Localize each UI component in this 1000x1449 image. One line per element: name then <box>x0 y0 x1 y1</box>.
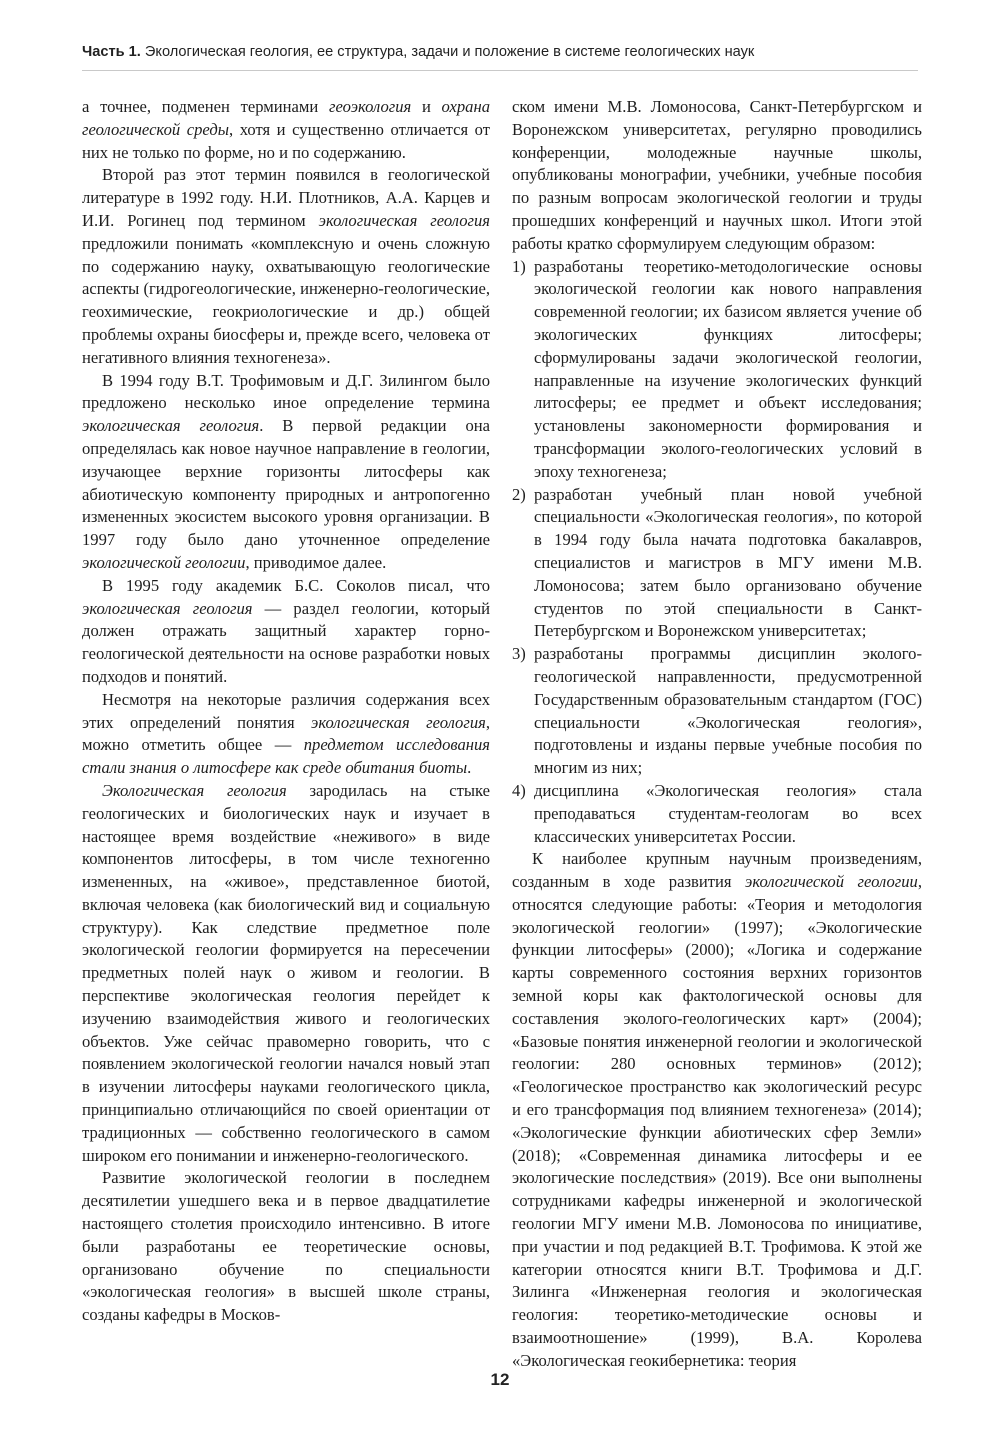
italic-term: геоэкология <box>329 97 412 116</box>
text-run: Несмотря на некоторые различия содержания всех этих определений понятия <box>82 689 490 732</box>
list-item <box>512 484 922 644</box>
running-header <box>82 44 918 71</box>
text-run: Развитие экологической геологии в последнем десятилетии ушедшего века и в первое двадцатилетие настоящего столетия происходило интенсивно. В итоге были разработаны ее теоретические основы, организовано обучение по специальности «экологическая геология» в высшей школе страны, созданы кафедры в Москов- <box>82 1168 490 1325</box>
left-column <box>82 96 490 1327</box>
list-number: 4) <box>512 780 526 800</box>
list-number: 1) <box>512 256 526 276</box>
list-number: 2) <box>512 484 526 504</box>
italic-term: экологической геологии <box>745 872 918 892</box>
text-run: — раздел геологии, который должен отражать защитный характер горно-геологической деятельности на основе разработки новых подходов и понятий. <box>82 598 490 686</box>
right-column <box>512 96 922 1373</box>
paragraph <box>82 370 490 575</box>
paragraph <box>82 96 490 164</box>
text-run: В 1995 году академик Б.С. Соколов писал, что <box>102 575 490 595</box>
header-part: Часть 1. <box>82 44 141 60</box>
list-item <box>512 643 922 780</box>
text-run: , можно отметить общее — <box>82 712 490 755</box>
list-text: разработаны теоретико-методологические основы экологической геологии как нового направления современной геологии; их базисом является учение об экологических функциях литосферы; сформулированы задачи экологической геологии, направленные на изучение экологических функций литосферы; ее предмет и объект исследования; установлены закономерности формирования и трансформации эколого-геологических условий в эпоху техногенеза; <box>534 256 922 481</box>
text-run: , приводимое далее. <box>245 552 387 572</box>
text-run: а точнее, подменен терминами <box>82 97 329 116</box>
text-run: предложили понимать «комплексную и очень сложную по содержанию науку, охватывающую геологические аспекты (гидрогеологические, инженерно-геологические, геохимические, геокриологические и др.) общей проблемы охраны биосферы и, прежде всего, человека от негативного влияния техногенеза». <box>82 233 490 367</box>
italic-term: предметом исследования стали знания о литосфере как среде обитания биоты <box>82 735 491 778</box>
italic-term: Экологическая геология <box>102 780 287 800</box>
text-run: . <box>467 758 472 778</box>
text-run: и <box>411 97 442 116</box>
list-text: разработан учебный план новой учебной специальности «Экологическая геология», по которой в 1994 году была начата подготовка бакалавров, специалистов и магистров в МГУ имени М.В. Ломоносова; затем было организовано обучение студентов по этой специальности в Санкт-Петербургском и Воронежском университетах; <box>534 484 922 641</box>
header-title: Экологическая геология, ее структура, задачи и положение в системе геологических наук <box>144 44 755 60</box>
list-item <box>512 780 922 848</box>
paragraph <box>512 848 922 1372</box>
paragraph <box>82 575 490 689</box>
paragraph <box>82 164 490 369</box>
paragraph <box>82 1167 490 1327</box>
text-run: , хотя и существенно отличается от них не только по форме, но и по содержанию. <box>82 119 490 162</box>
text-run: В 1994 году В.Т. Трофимовым и Д.Г. Зилингом было предложено несколько иное определение термина <box>82 370 490 413</box>
list-item <box>512 256 922 484</box>
paragraph <box>512 96 922 256</box>
paragraph <box>82 689 490 780</box>
text-run: . В первой редакции она определялась как новое научное направление в геологии, изучающее верхние горизонты литосферы как абиотическую компоненту природных и антропогенно измененных экосистем высокого уровня организации. В 1997 году было дано уточненное определение <box>82 416 490 550</box>
list-text: разработаны программы дисциплин эколого-геологической направленности, предусмотренной Государственным образовательным стандартом (ГОС) специальности «Экологическая геология», подготовлены и изданы первые учебные пособия по многим из них; <box>534 644 922 778</box>
italic-term: экологической геологии <box>82 552 246 572</box>
text-run: ском имени М.В. Ломоносова, Санкт-Петербургском и Воронежском университетах, регулярно проводились конференции, молодежные научные школы, опубликованы монографии, учебники, учебные пособия по разным вопросам экологической геологии и труды прошедших конференций и научных школ. Итоги этой работы кратко сформулируем следующим образом: <box>512 97 922 253</box>
text-run: , относятся следующие работы: «Теория и методология экологической геологии» (1997); «Экологические функции литосферы» (2000); «Логика и содержание карты современного состояния верхних горизонтов земной коры как фактологической основы для составления эколого-геологических карт» (2004); «Базовые понятия инженерной геологии и экологической геологии: 280 основных терминов» (2012); «Геологическое пространство как экологический ресурс и его трансформация под влиянием техногенеза» (2014); «Экологические функции абиотических сфер Земли» (2018); «Современная динамика литосферы и ее экологические последствия» (2019). Все они выполнены сотрудниками кафедры инженерной и экологической геологии МГУ имени М.В. Ломоносова по инициативе, при участии и под редакцией В.Т. Трофимова. К этой же категории относятся книги В.Т. Трофимова и Д.Г. Зилинга «Инженерная геология и экологическая геология: теоретико-методические основы и взаимоотношение» (1999), В.А. Королева «Экологическая геокибернетика: теория <box>512 872 922 1370</box>
text-run: Второй раз этот термин появился в геологической литературе в 1992 году. Н.И. Плотников, А.А. Карцев и И.И. Рогинец под термином <box>82 165 490 230</box>
italic-term: экологическая геология <box>82 416 260 436</box>
italic-term: экологическая геология <box>311 712 486 732</box>
paragraph <box>82 780 490 1168</box>
text-run: зародилась на стыке геологических и биологических наук и изучает в настоящее время воздействие «неживого» в виде компонентов литосферы, в том числе техногенно измененных, на «живое», представленное биотой, включая человека (как биологический вид и социальную структуру). Как следствие предметное поле экологической геологии формируется на пересечении предметных полей наук о живом и геологии. В перспективе экологическая геология перейдет к изучению взаимодействия живого и геологических объектов. Уже сейчас правомерно говорить, что с появлением экологической геологии начался новый этап в изучении литосферы науками геологического цикла, принципиально отличающийся по своей ориентации от традиционных — собственно геологического в самом широком его понимании и инженерно-геологического. <box>82 780 490 1165</box>
numbered-list <box>512 256 922 849</box>
page-number: 12 <box>490 1370 510 1389</box>
italic-term: охрана геологической среды <box>82 97 490 139</box>
list-number: 3) <box>512 644 526 664</box>
text-run: К наиболее крупным научным произведениям, созданным в ходе развития <box>512 849 922 892</box>
italic-term: экологическая геология <box>318 210 490 230</box>
list-text: дисциплина «Экологическая геология» стала преподаваться студентам-геологам во всех классических университетах России. <box>534 780 922 846</box>
italic-term: экологическая геология <box>82 598 253 618</box>
